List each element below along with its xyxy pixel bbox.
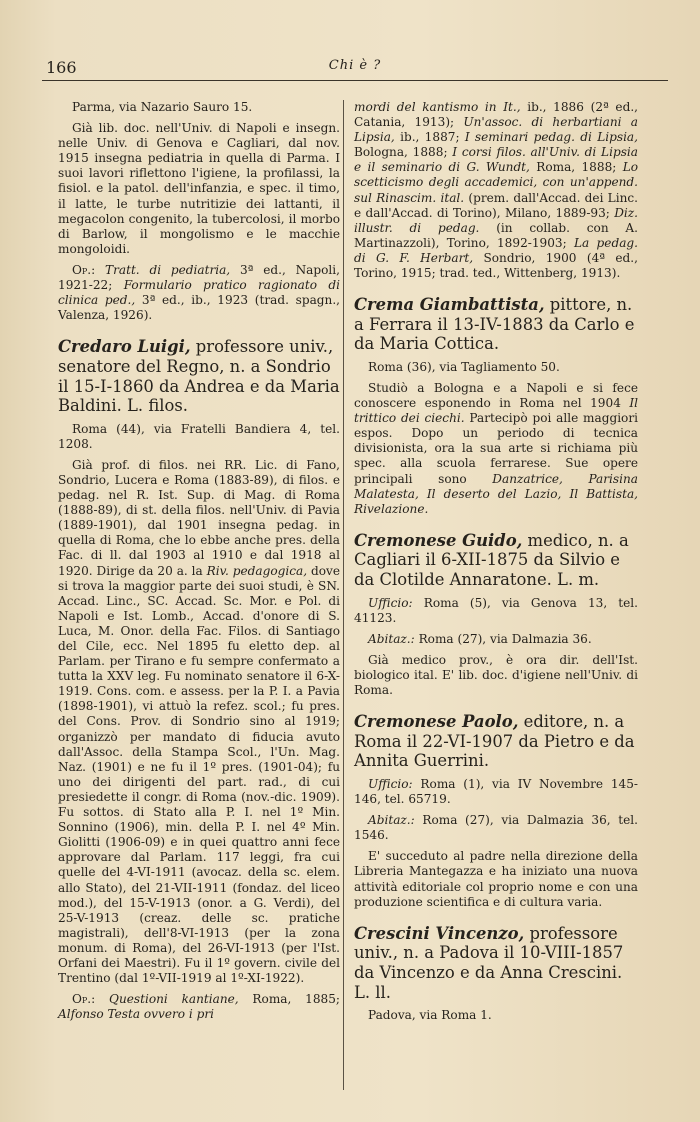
office-value: Roma (1), via IV Novembre 145-146, tel. 65719. — [354, 776, 638, 807]
entry-name: Cremonese Guido, — [354, 530, 523, 550]
entry-heading-cremonese-guido — [354, 531, 638, 590]
works-label: Op.: — [72, 262, 96, 277]
bio-text: dove si trova la maggior parte dei suoi studi, è SN. Accad. Linc., SC. Accad. Sc. Mor. e Pol. di Napoli e Ist. Lomb., Accad. d'onore di S. Luca, M. Onor. della Fac. Filos. di Santiago del Cile, ecc. Nel 1895 fu eletto dep. al Parlam. per Tirano e fu sempre confermato a tutta la XXV leg. Fu nominato senatore il 6-X-1919. Cons. com. e assess. per la P. I. a Pavia (1898-1901), vi attuò la refez. scol.; fu pres. del Cons. Prov. di Sondrio sino al 1919; organizzò per mandato di fiducia avuto dall'Assoc. della Stampa Scol., l'Un. Mag. Naz. (1901) e ne fu il 1º pres. (1901-04); fu uno dei dirigenti del part. rad., di cui presiedette il congr. di Roma (nov.-dic. 1909). Fu sottos. di Stato alla P. I. nel 1º Min. Sonnino (1906), min. della P. I. nel 4º Min. Giolitti (1906-09) e in quei quattro anni fece approvare dal Parlam. 117 leggi, fra cui quelle del 4-VI-1911 (avocaz. della sc. elem. allo Stato), del 21-VII-1911 (fondaz. del liceo mod.), del 15-V-1913 (onor. a G. Verdi), del 25-V-1913 (creaz. delle sc. pratiche magistrali), dell'8-VI-1913 (per la zona monum. di Roma), del 26-VI-1913 (per l'Ist. Orfani dei Maestri). Fu il 1º govern. civile del Trentino (dal 1º-VII-1919 al 1º-XI-1922). — [58, 563, 340, 986]
entry-name: Cremonese Paolo, — [354, 712, 519, 732]
work-details: 3ª ed., Napoli, 1921-22; — [58, 262, 340, 293]
home-line — [354, 813, 638, 843]
left-column — [58, 100, 340, 1028]
biography-paragraph: Già lib. doc. nell'Univ. di Napoli e insegn. nelle Univ. di Genova e Cagliari, dal nov. 1915 insegna pediatria in quella di Parma. I suoi lavori riflettono l'igiene, la profilassi, la fisiol. e la patol. dell'infanzia, e spec. il timo, il latte, le turbe nutritizie dei lattanti, il megacolon congenito, la tubercolosi, il morbo di Barlow, il mongolismo e le macchie mongoloidi. — [58, 121, 340, 256]
address-line: Parma, via Nazario Sauro 15. — [72, 100, 253, 114]
page-header — [42, 58, 668, 81]
work-title: mordi del kantismo in It., — [354, 100, 521, 114]
bio-text: Studiò a Bologna e a Napoli e si fece conoscere esponendo in Roma nel 1904 — [354, 381, 638, 411]
works-paragraph — [58, 263, 340, 323]
journal-title: Riv. pedagogica, — [206, 563, 308, 578]
bio-text: Partecipò poi alle maggiori espos. Dopo un periodo di tecnica divisionista, ora la sua arte si richiama più spec. alla scuola ferrarese. Sue opere principali sono — [354, 411, 638, 486]
work-title: Alfonso Testa ovvero i pri — [58, 1007, 214, 1022]
entry-heading-credaro — [58, 337, 340, 415]
address-line: Padova, via Roma 1. — [368, 1008, 492, 1023]
biography-paragraph — [58, 458, 340, 986]
work-title: Un'assoc. di herbartiani a Lipsia, — [354, 115, 638, 145]
work-details: ib., 1886 (2ª ed., Catania, 1913); — [354, 100, 639, 130]
home-value: Roma (27), via Dalmazia 36. — [414, 631, 592, 646]
office-label: Ufficio: — [368, 776, 413, 791]
entry-description: pittore, n. a Ferrara il 13-IV-1883 da Carlo e da Maria Cottica. — [354, 295, 635, 354]
office-label: Ufficio: — [368, 595, 413, 610]
work-title: Formulario pratico ragionato di clinica ped., — [58, 278, 340, 308]
biography-paragraph: E' succeduto al padre nella direzione della Libreria Mantegazza e ha iniziato una nuova attività editoriale col proprio nome e con una produzione scientifica e di cultura varia. — [354, 849, 638, 909]
home-label: Abitaz.: — [368, 813, 415, 828]
column-divider — [343, 100, 344, 1090]
entry-description: medico, n. a Cagliari il 6-XII-1875 da Silvio e da Clotilde Annaratone. L. m. — [354, 530, 629, 590]
artwork-title: Danzatrice, Parisina Malatesta, Il deserto del Lazio, Il Battista, Rivelazione. — [354, 471, 638, 516]
entry-description: editore, n. a Roma il 22-VI-1907 da Pietro e da Annita Guerrini. — [354, 712, 635, 771]
work-title: I seminari pedag. di Lipsia, — [464, 130, 638, 145]
works-continuation — [354, 100, 638, 281]
artwork-title: Il trittico dei ciechi. — [354, 396, 638, 426]
home-value: Roma (27), via Dalmazia 36, tel. 1546. — [354, 813, 638, 843]
work-details: (prem. dall'Accad. dei Linc. e dall'Accad. di Torino), Milano, 1889-93; — [354, 190, 638, 220]
works-label: Op.: — [72, 992, 96, 1007]
entry-name: Crema Giambattista, — [354, 295, 545, 315]
work-details: ib., 1887; — [394, 130, 465, 145]
home-label: Abitaz.: — [368, 631, 415, 646]
work-details: 3ª ed., ib., 1923 (trad. spagn., Valenza, 1926). — [58, 293, 341, 323]
work-details: Roma, 1885; — [238, 992, 340, 1007]
biography-paragraph — [354, 381, 638, 517]
work-title: Diz. illustr. di pedag. — [354, 205, 638, 235]
works-paragraph — [58, 992, 340, 1022]
work-title: Questioni kantiane, — [109, 992, 239, 1007]
work-title: La pedag. di G. F. Herbart, — [354, 235, 638, 265]
address-line: Roma (44), via Fratelli Bandiera 4, tel. 1208. — [58, 421, 340, 451]
address-line: Roma (36), via Tagliamento 50. — [368, 359, 560, 374]
entry-heading-crema — [354, 295, 638, 354]
entry-heading-cremonese-paolo — [354, 712, 638, 771]
entry-description: professore univ., n. a Padova il 10-VIII-1857 da Vincenzo e da Anna Crescini. L. ll. — [354, 923, 624, 1002]
entry-name: Crescini Vincenzo, — [354, 923, 525, 943]
work-title: Tratt. di pediatria, — [105, 262, 231, 277]
office-value: Roma (5), via Genova 13, tel. 41123. — [354, 595, 638, 625]
office-line — [354, 596, 638, 626]
page-number: 166 — [46, 58, 77, 77]
office-line — [354, 777, 638, 807]
entry-name: Credaro Luigi, — [58, 337, 191, 357]
running-title: Chi è ? — [328, 58, 382, 73]
work-details: (in collab. con A. Martinazzoli), Torino, 1892-1903; — [354, 220, 638, 250]
biography-paragraph: Già medico prov., è ora dir. dell'Ist. biologico ital. E' lib. doc. d'igiene nell'Univ. di Roma. — [354, 652, 638, 698]
entry-heading-crescini — [354, 924, 638, 1002]
right-column — [354, 100, 638, 1029]
work-details: Roma, 1888; — [529, 160, 623, 175]
work-title: Lo scetticismo degli accademici, con un'append. sul Rinascim. ital. — [354, 160, 638, 205]
bio-text: Già prof. di filos. nei RR. Lic. di Fano, Sondrio, Lucera e Roma (1883-89), di filos. e pedag. nel R. Ist. Sup. di Mag. di Roma (1888-89), di st. della filos. nell'Univ. di Pavia (1889-1901), dal 1901 insegna pedag. in quella di Roma, che lo ebbe anche pres. della Fac. di ll. dal 1903 al 1910 e dal 1918 al 1920. Dirige da 20 a. la — [58, 457, 340, 578]
work-details: Sondrio, 1900 (4ª ed., Torino, 1915; trad. ted., Wittenberg, 1913). — [354, 250, 638, 281]
work-details: Bologna, 1888; — [354, 145, 453, 160]
entry-description: professore univ., senatore del Regno, n. a Sondrio il 15-I-1860 da Andrea e da Maria Baldini. L. filos. — [58, 337, 340, 416]
home-line — [354, 632, 638, 647]
work-title: I corsi filos. all'Univ. di Lipsia e il seminario di G. Wundt, — [354, 145, 638, 175]
